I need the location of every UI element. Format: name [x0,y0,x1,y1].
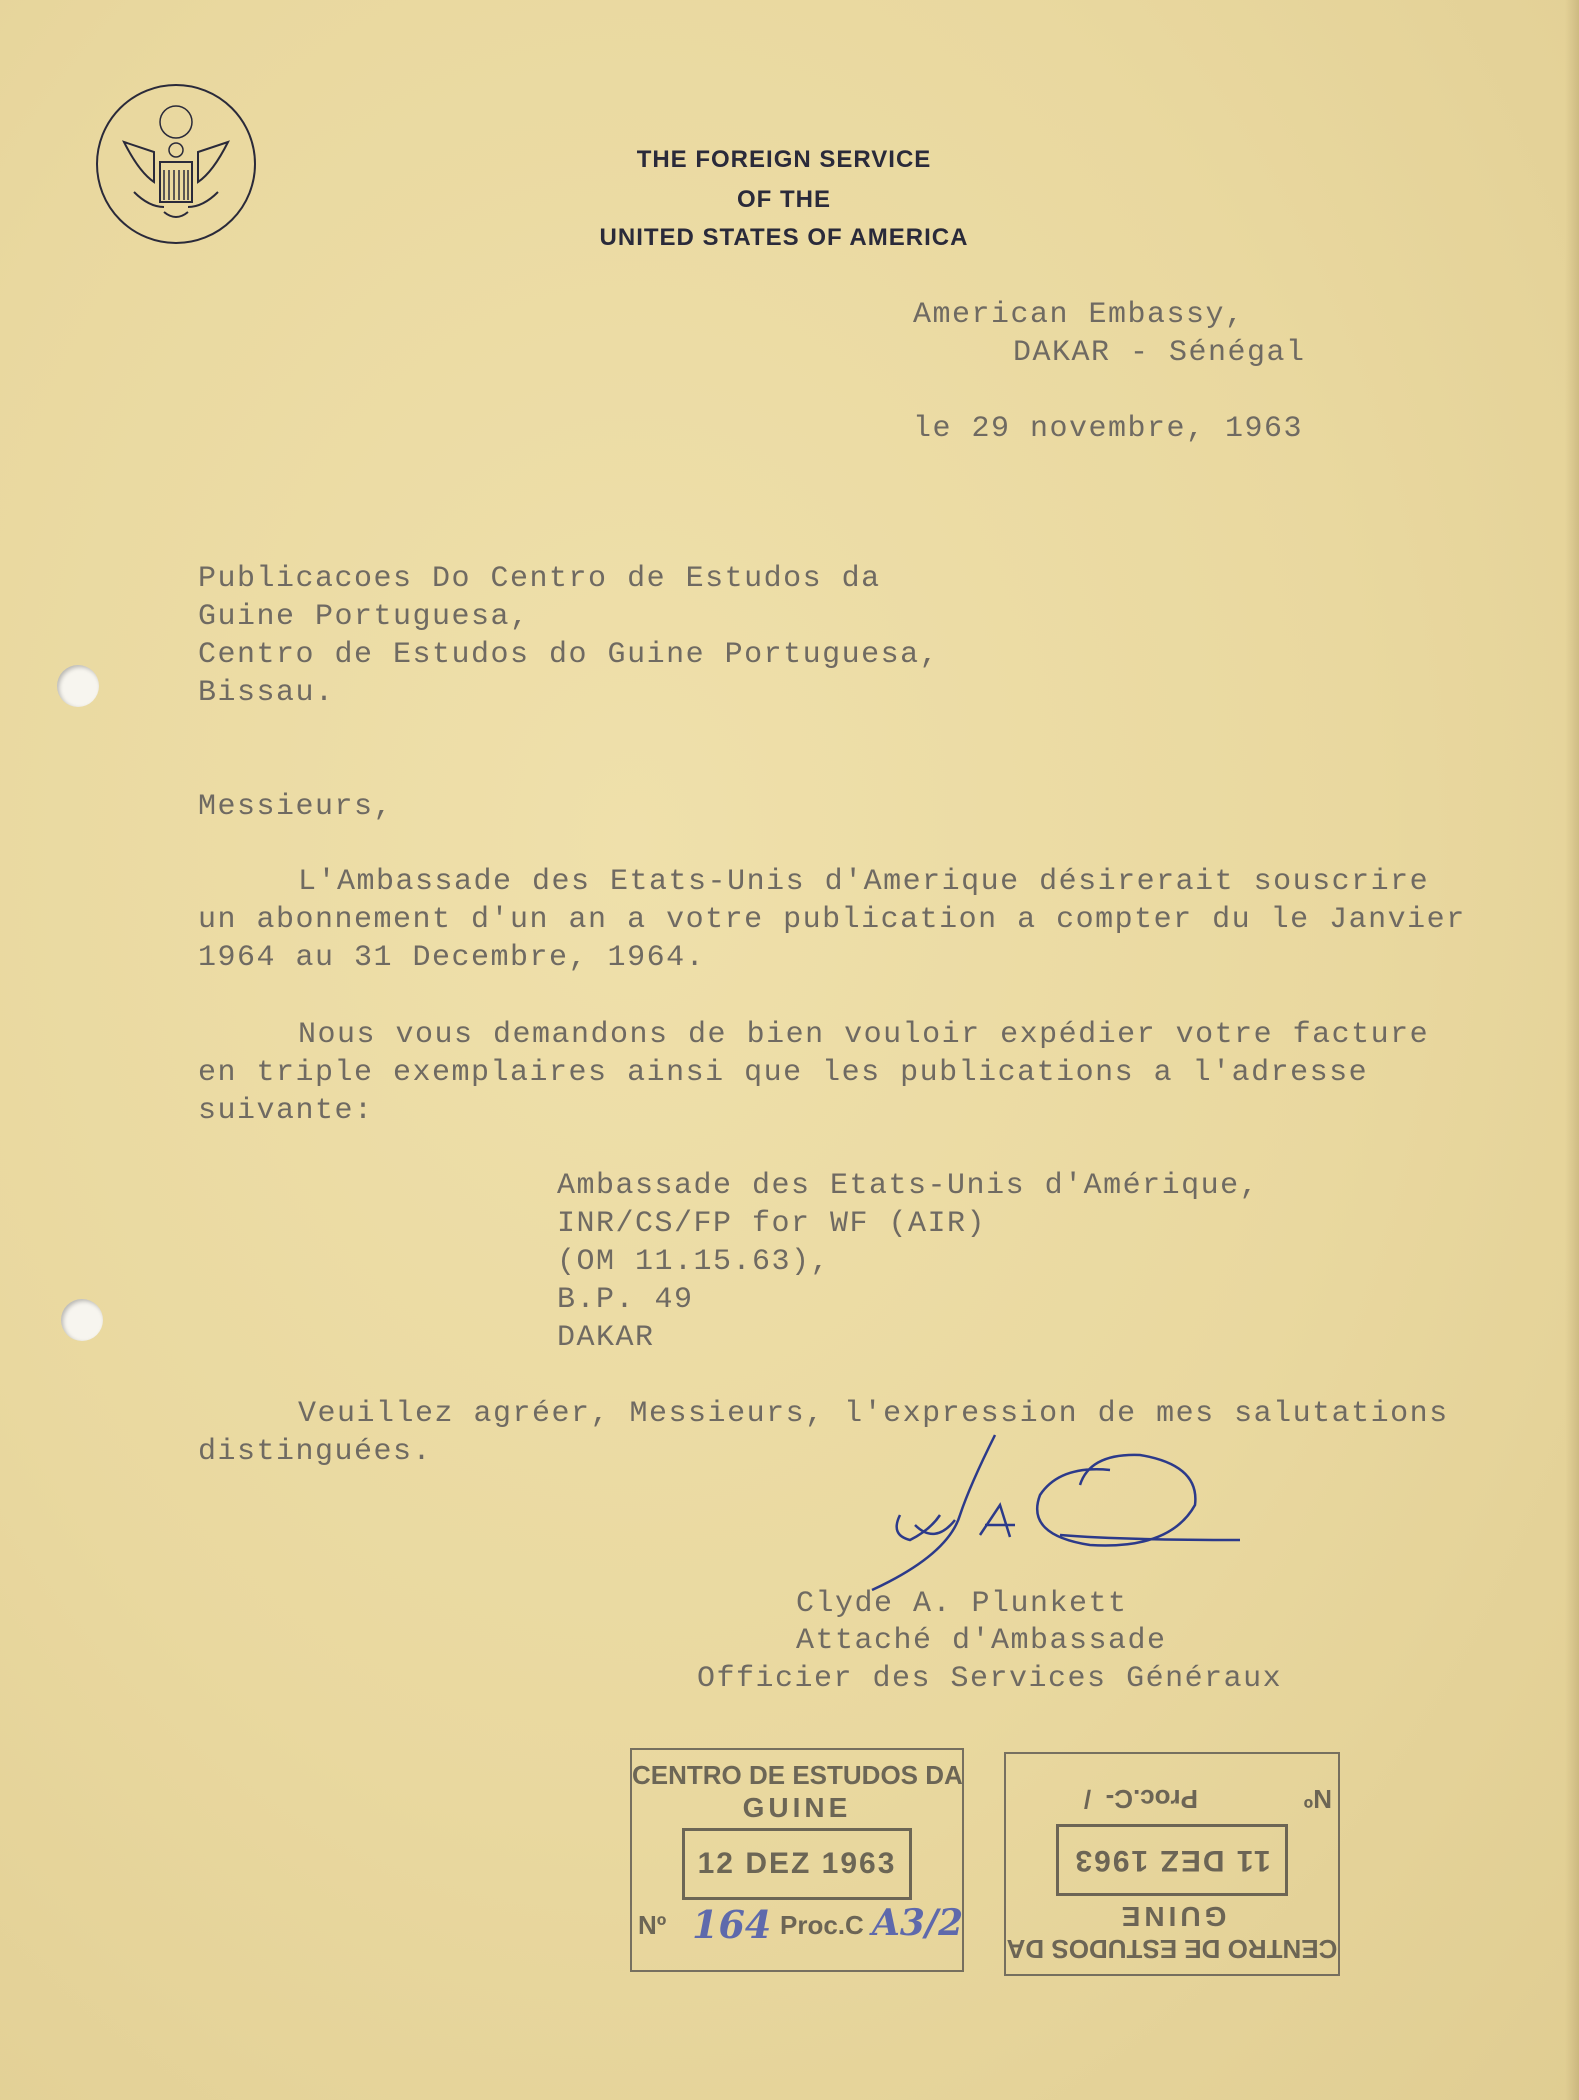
paragraph-line: L'Ambassade des Etats-Unis d'Amerique désirerait souscrire [298,865,1430,899]
closing-line: Veuillez agréer, Messieurs, l'expression de mes salutations [298,1397,1449,1431]
paragraph-line: suivante: [198,1094,374,1128]
handwritten-signature [860,1425,1260,1595]
address-line: B.P. 49 [557,1283,694,1317]
paragraph-2 [198,1016,1429,1130]
received-stamp-right [1004,1752,1340,1976]
closing-line: distinguées. [198,1435,433,1469]
received-stamp-left [630,1748,964,1972]
address-line: (OM 11.15.63), [557,1245,831,1279]
punch-hole [61,1299,103,1341]
paragraph-1 [198,863,1466,977]
signatory-title-1: Attaché d'Ambassade [796,1624,1167,1658]
address-line: Ambassade des Etats-Unis d'Amérique, [557,1169,1260,1203]
recipient-line: Bissau. [198,676,335,710]
stamp-date: 12 DEZ 1963 [682,1828,912,1900]
recipient-line: Centro de Estudos do Guine Portuguesa, [198,638,940,672]
sender-line-2: DAKAR - Sénégal [1013,336,1306,370]
address-line: DAKAR [557,1321,655,1355]
delivery-address [557,1167,1259,1357]
letterhead-line-1: THE FOREIGN SERVICE [636,146,932,173]
paper-edge-shadow [1565,0,1579,2100]
letterhead-line-3: UNITED STATES OF AMERICA [599,224,969,251]
signatory-title-2: Officier des Services Généraux [697,1662,1283,1696]
recipient-address [198,560,939,712]
stamp-org-2: GUINE [1117,1901,1227,1932]
recipient-line: Guine Portuguesa, [198,600,530,634]
signatory-name: Clyde A. Plunkett [796,1587,1128,1621]
letter-date: le 29 novembre, 1963 [913,412,1304,446]
address-line: INR/CS/FP for WF (AIR) [557,1207,987,1241]
paragraph-line: 1964 au 31 Decembre, 1964. [198,941,706,975]
salutation: Messieurs, [198,790,394,824]
recipient-line: Publicacoes Do Centro de Estudos da [198,562,881,596]
closing [198,1395,1449,1471]
stamp-date: 11 DEZ 1963 [1056,1824,1288,1896]
stamp-proc-label: Proc.C- / [1083,1784,1198,1814]
punch-hole [57,665,99,707]
stamp-no-label: Nº [1303,1784,1332,1814]
paragraph-line: un abonnement d'un an a votre publication a compter du le Janvier [198,903,1466,937]
stamp-org-1: CENTRO DE ESTUDOS DA [632,1760,963,1790]
stamp-no-value: 164 [692,1902,772,1947]
sender-line-1: American Embassy, [913,298,1245,332]
stamp-org-2: GUINE [742,1792,852,1823]
stamp-org-1: CENTRO DE ESTUDOS DA [1006,1934,1338,1964]
paragraph-line: Nous vous demandons de bien vouloir expédier votre facture [298,1018,1430,1052]
stamp-proc-value: A3/2 [872,1902,964,1944]
stamp-proc-label: Proc.C [780,1910,864,1940]
paragraph-line: en triple exemplaires ainsi que les publications a l'adresse [198,1056,1369,1090]
letterhead-line-2: OF THE [737,186,831,213]
stamp-no-label: Nº [638,1910,667,1940]
